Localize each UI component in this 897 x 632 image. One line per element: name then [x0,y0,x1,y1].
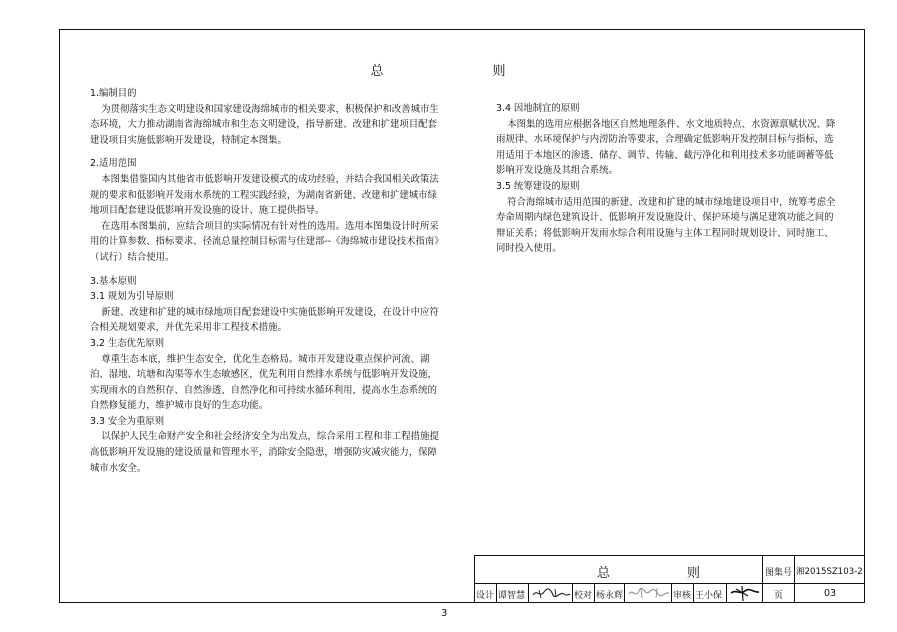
subsection-heading: 3.2 生态优先原则 [90,337,165,349]
atlas-number: 湘2015SZ103-2 [796,567,863,577]
body-paragraph: 符合海绵城市适用范围的新建、改建和扩建的城市绿地建设项目中，统筹考虑全寿命周期内绿色建筑设计、低影响开发设施设计、保护环境与满足建筑功能之间的辩证关系；将低影响开发雨水综合利用设施与主体工程同时规划设计、同时施工、同时投入使用。 [496,196,836,255]
atlas-label: 图集号 [765,568,793,578]
body-paragraph: 本图集的选用应根据各地区自然地理条件、水文地质特点、水资源禀赋状况、降雨规律、水环境保护与内涝防治等要求，合理确定低影响开发控制目标与指标，选用适用于本地区的渗透、储存、调节、传输、截污净化和利用技术多功能调蓄等低影响开发设施及其组合系统。 [496,118,836,177]
body-paragraph: 为贯彻落实生态文明建设和国家建设海绵城市的相关要求，积极保护和改善城市生态环境，大力推动湖南省海绵城市和生态文明建设，指导新建、改建和扩建项目配套建设项目实施低影响开发建设，特制定本图集。 [90,103,439,146]
subsection-heading: 3.3 安全为重原则 [90,415,165,427]
designer-signature [531,586,571,600]
checker-signature [627,586,671,600]
subsection-heading: 3.1 规划为引导原则 [90,291,174,303]
right-column [496,101,841,257]
page-number: 3 [441,608,448,619]
page-title: 总 则 [370,64,554,79]
section-heading: 2.适用范围 [90,158,137,170]
body-paragraph: 本图集借鉴国内其他省市低影响开发建设模式的成功经验，并结合我国相关政策法规的要求和低影响开发雨水系统的工程实践经验，为湖南省新建、改建和扩建城市绿地项目配套建设低影响开发设施的设计、施工提供指导。 [90,173,439,217]
check-label: 校对 [574,591,593,601]
title-block-name: 总 则 [597,566,733,581]
reviewer-name: 王小保 [695,591,723,601]
designer-name: 谭智慧 [498,591,526,601]
section-heading: 1.编制目的 [90,88,137,99]
body-paragraph: 在选用本图集前，应结合项目的实际情况有针对性的选用。选用本图集设计时所采用的计算参数、指标要求、径流总量控制目标需与住建部--《海绵城市建设技术指南》（试行）结合使用。 [90,220,439,263]
body-paragraph: 尊重生态本底，维护生态安全，优化生态格局。城市开发建设重点保护河流、湖泊、湿地、坑塘和沟渠等水生态敏感区，优先利用自然排水系统与低影响开发设施，实现雨水的自然积存、自然渗透、自然净化和可持续水循环利用，提高水生态系统的自然修复能力，维护城市良好的生态功能。 [90,353,437,412]
page-value: 03 [824,588,837,599]
checker-name: 杨永辉 [596,591,624,601]
body-paragraph: 新建、改建和扩建的城市绿地项目配套建设中实施低影响开发建设，在设计中应符合相关规划要求，并优先采用非工程技术措施。 [90,306,439,334]
page-label: 页 [774,591,784,601]
subsection-heading: 3.5 统筹建设的原则 [496,180,580,192]
title-block [474,555,865,603]
review-label: 审核 [673,591,692,601]
section-heading: 3.基本原则 [90,275,137,287]
body-paragraph: 以保护人民生命财产安全和社会经济安全为出发点，综合采用工程和非工程措施提高低影响开发设施的建设质量和管理水平，消除安全隐患，增强防灾减灾能力，保障城市水安全。 [90,431,439,474]
design-label: 设计 [476,591,495,601]
subsection-heading: 3.4 因地制宜的原则 [496,103,580,114]
reviewer-signature [728,584,762,602]
left-column [90,86,440,476]
